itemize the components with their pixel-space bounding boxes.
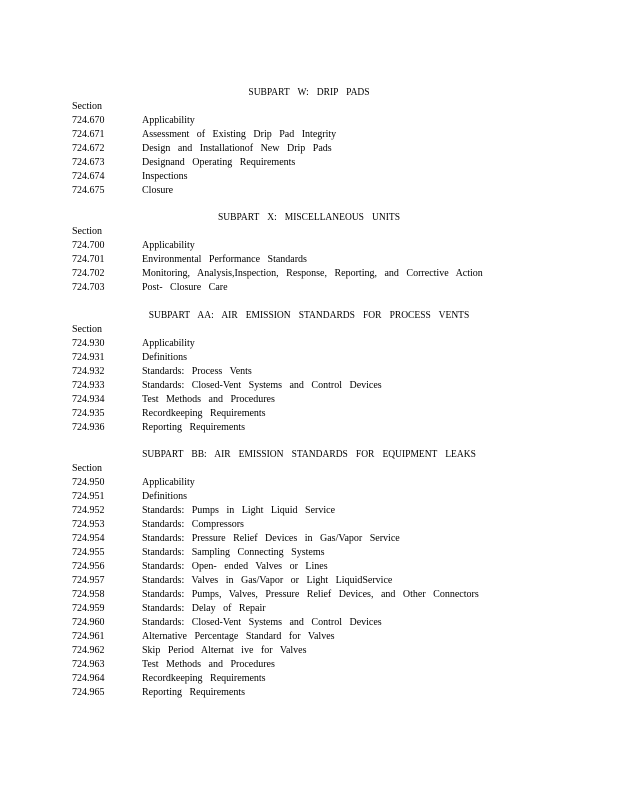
section-entry — [72, 128, 336, 142]
section-entry — [72, 156, 295, 170]
section-entry — [72, 630, 335, 644]
section-entry — [72, 253, 307, 267]
section-title: Standards: Process Vents — [142, 366, 252, 377]
section-title: Reporting Requirements — [142, 687, 246, 698]
section-number: 724.961 — [72, 631, 105, 642]
section-entry — [72, 114, 195, 128]
section-number: 724.956 — [72, 561, 105, 572]
section-number: 724.675 — [72, 185, 105, 196]
section-number: 724.963 — [72, 659, 105, 670]
section-number: 724.950 — [72, 477, 105, 488]
section-title: Recordkeeping Requirements — [142, 408, 266, 419]
section-title: Assessment of Existing Drip Pad Integrity — [142, 129, 337, 140]
section-title: Standards: Closed-Vent Systems and Control Devices — [142, 617, 382, 628]
section-entry — [72, 686, 245, 700]
section-number: 724.954 — [72, 533, 105, 544]
section-number: 724.960 — [72, 617, 105, 628]
section-title: Design and Installationof New Drip Pads — [142, 143, 332, 154]
section-title: Test Methods and Procedures — [142, 394, 275, 405]
section-number: 724.953 — [72, 519, 105, 530]
section-entry — [72, 337, 195, 351]
section-title: Standards: Compressors — [142, 519, 244, 530]
section-label: Section — [72, 463, 102, 474]
section-entry — [72, 644, 307, 658]
section-entry — [72, 560, 328, 574]
section-entry — [72, 407, 266, 421]
section-entry — [72, 532, 400, 546]
section-number: 724.671 — [72, 129, 105, 140]
section-title: Standards: Pumps in Light Liquid Service — [142, 505, 336, 516]
section-entry — [72, 170, 188, 184]
section-entry — [72, 351, 187, 365]
section-number: 724.933 — [72, 380, 105, 391]
section-number: 724.670 — [72, 115, 105, 126]
section-number: 724.936 — [72, 422, 105, 433]
section-number: 724.702 — [72, 268, 105, 279]
section-title: Post- Closure Care — [142, 282, 228, 293]
section-entry — [72, 393, 275, 407]
section-title: Environmental Performance Standards — [142, 254, 307, 265]
section-title: Recordkeeping Requirements — [142, 673, 266, 684]
section-number: 724.935 — [72, 408, 105, 419]
subpart-heading: SUBPART BB: AIR EMISSION STANDARDS FOR EQUIPMENT LEAKS — [142, 449, 476, 460]
section-number: 724.952 — [72, 505, 105, 516]
section-number: 724.959 — [72, 603, 105, 614]
section-title: Standards: Valves in Gas/Vapor or Light LiquidService — [142, 575, 393, 586]
section-entry — [72, 142, 332, 156]
section-number: 724.934 — [72, 394, 105, 405]
section-title: Applicability — [142, 477, 195, 488]
section-entry — [72, 476, 195, 490]
section-entry — [72, 574, 392, 588]
section-entry — [72, 281, 228, 295]
subpart-heading: SUBPART X: MISCELLANEOUS UNITS — [217, 212, 401, 223]
section-title: Applicability — [142, 115, 195, 126]
section-number: 724.957 — [72, 575, 105, 586]
section-title: Applicability — [142, 338, 195, 349]
subpart-heading: SUBPART AA: AIR EMISSION STANDARDS FOR PROCESS VENTS — [148, 310, 470, 321]
section-entry — [72, 672, 266, 686]
section-title: Definitions — [142, 352, 187, 363]
section-entry — [72, 504, 335, 518]
section-entry — [72, 490, 187, 504]
section-title: Designand Operating Requirements — [142, 157, 296, 168]
section-number: 724.930 — [72, 338, 105, 349]
section-number: 724.673 — [72, 157, 105, 168]
section-entry — [72, 616, 382, 630]
section-entry — [72, 602, 266, 616]
section-number: 724.958 — [72, 589, 105, 600]
section-entry — [72, 421, 245, 435]
section-number: 724.964 — [72, 673, 105, 684]
section-entry — [72, 658, 275, 672]
section-title: Applicability — [142, 240, 195, 251]
section-number: 724.932 — [72, 366, 105, 377]
section-number: 724.701 — [72, 254, 105, 265]
section-number: 724.700 — [72, 240, 105, 251]
section-title: Standards: Sampling Connecting Systems — [142, 547, 325, 558]
section-title: Standards: Pressure Relief Devices in Gas/Vapor Service — [142, 533, 400, 544]
section-title: Reporting Requirements — [142, 422, 246, 433]
section-entry — [72, 518, 244, 532]
section-title: Standards: Closed-Vent Systems and Control Devices — [142, 380, 382, 391]
section-entry — [72, 184, 173, 198]
section-number: 724.951 — [72, 491, 105, 502]
subpart-heading: SUBPART W: DRIP PADS — [248, 87, 370, 98]
section-title: Standards: Open- ended Valves or Lines — [142, 561, 328, 572]
section-title: Inspections — [142, 171, 188, 182]
section-title: Definitions — [142, 491, 187, 502]
section-number: 724.962 — [72, 645, 105, 656]
section-title: Monitoring, Analysis,Inspection, Response, Reporting, and Corrective Action — [142, 268, 483, 279]
section-label: Section — [72, 324, 102, 335]
section-entry — [72, 365, 252, 379]
section-number: 724.674 — [72, 171, 105, 182]
section-entry — [72, 379, 382, 393]
section-label: Section — [72, 226, 102, 237]
section-title: Standards: Delay of Repair — [142, 603, 266, 614]
section-number: 724.703 — [72, 282, 105, 293]
section-title: Standards: Pumps, Valves, Pressure Relief Devices, and Other Connectors — [142, 589, 479, 600]
section-title: Test Methods and Procedures — [142, 659, 275, 670]
section-number: 724.965 — [72, 687, 105, 698]
section-title: Closure — [142, 185, 174, 196]
section-entry — [72, 546, 325, 560]
section-number: 724.931 — [72, 352, 105, 363]
section-number: 724.672 — [72, 143, 105, 154]
section-entry — [72, 588, 479, 602]
section-number: 724.955 — [72, 547, 105, 558]
section-title: Alternative Percentage Standard for Valves — [142, 631, 335, 642]
section-entry — [72, 239, 195, 253]
section-title: Skip Period Alternat ive for Valves — [142, 645, 307, 656]
section-entry — [72, 267, 483, 281]
section-label: Section — [72, 101, 102, 112]
